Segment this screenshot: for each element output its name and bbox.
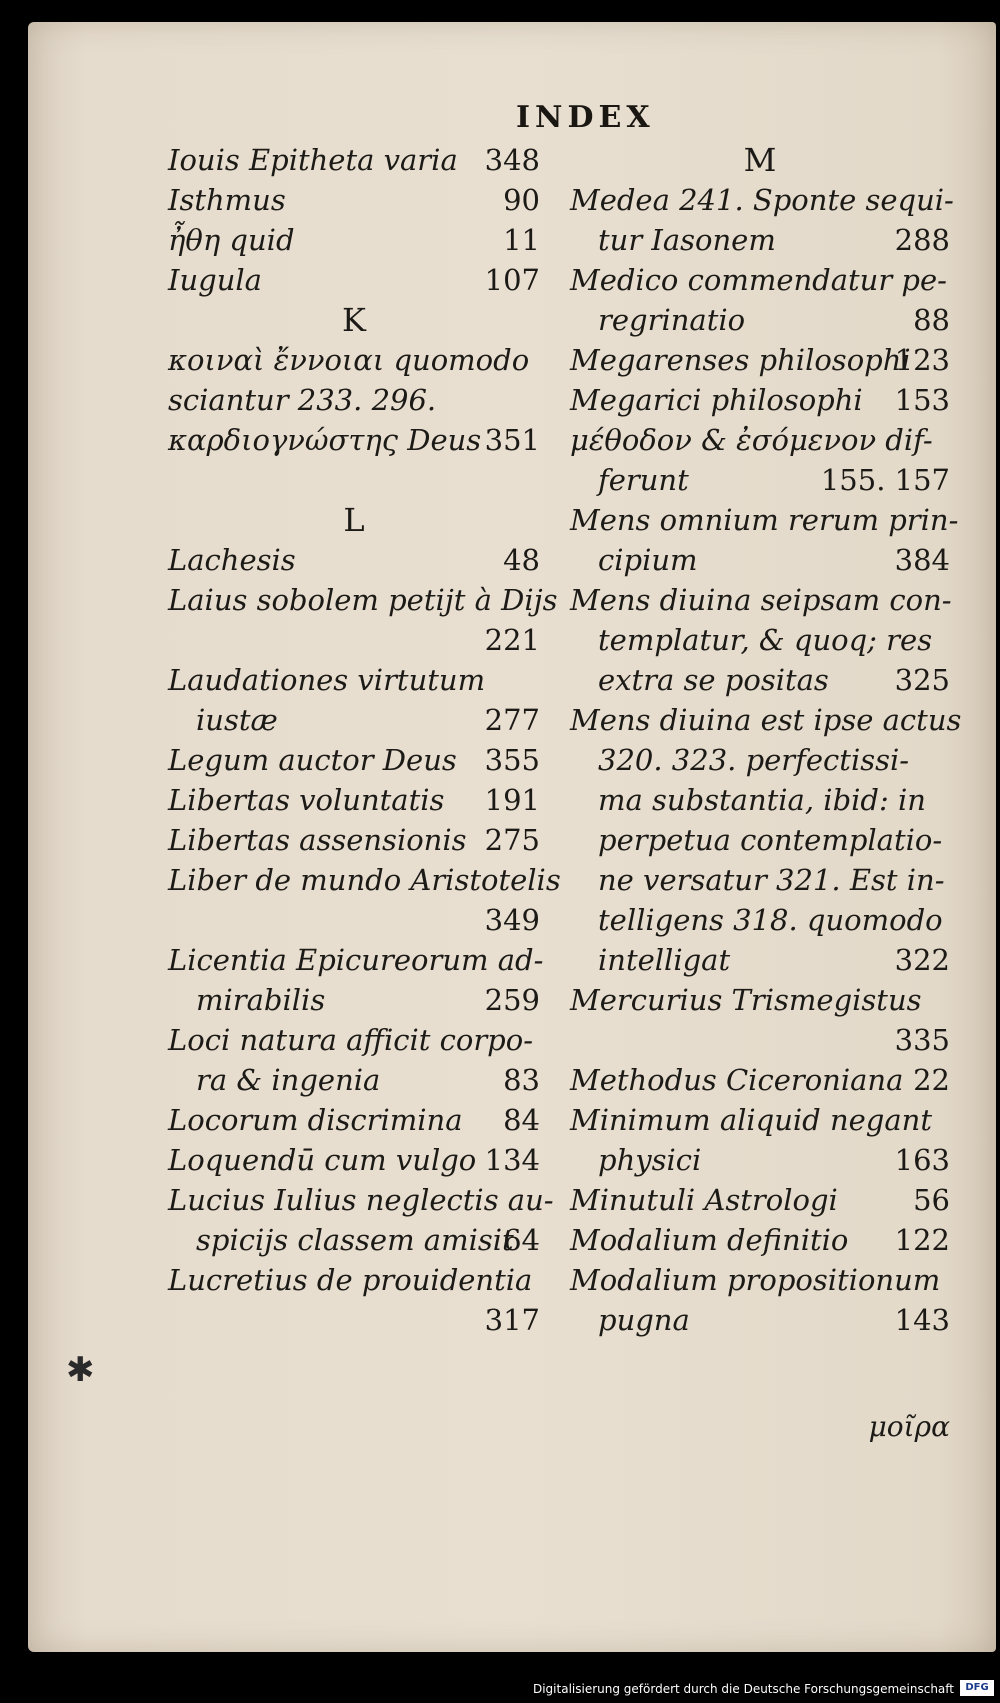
index-entry: [168, 820, 540, 860]
entry-text: 320. 323. perfectissi-: [598, 743, 910, 777]
index-entry: [570, 980, 950, 1020]
page-header: INDEX: [516, 100, 655, 135]
entry-text: tur Iasonem: [598, 223, 776, 257]
entry-text: Iugula: [168, 263, 262, 297]
entry-text: Legum auctor Deus: [168, 743, 457, 777]
index-entry: [168, 980, 540, 1020]
entry-text: Lucretius de prouidentia: [168, 1263, 533, 1297]
entry-text: Minutuli Astrologi: [570, 1183, 838, 1217]
entry-page-number: 107: [484, 263, 540, 297]
section-letter: L: [343, 501, 365, 539]
index-entry: [570, 1260, 950, 1300]
index-entry: [570, 580, 950, 620]
index-entry: [570, 500, 959, 540]
index-entry: [570, 220, 950, 260]
entry-text: Mercurius Trismegistus: [570, 983, 922, 1017]
entry-text: Megarici philosophi: [570, 383, 863, 417]
entry-page-number: 355: [484, 743, 540, 777]
entry-text: Medico commendatur pe-: [570, 263, 947, 297]
entry-page-number: 322: [894, 943, 950, 977]
index-entry: [570, 940, 950, 980]
entry-page-number: 84: [503, 1103, 540, 1137]
index-entry: [168, 860, 561, 900]
index-entry: [168, 1300, 540, 1340]
entry-text: Minimum aliquid negant: [570, 1103, 932, 1137]
entry-text: Isthmus: [168, 183, 286, 217]
index-entry: [570, 460, 950, 500]
entry-page-number: 90: [503, 183, 540, 217]
index-entry: [570, 660, 950, 700]
entry-page-number: 259: [484, 983, 540, 1017]
index-entry: [570, 1140, 950, 1180]
entry-text: ἦθη quid: [168, 223, 295, 257]
index-entry: [168, 780, 540, 820]
index-entry: [168, 140, 540, 180]
index-entry: [168, 700, 540, 740]
entry-page-number: 123: [894, 343, 950, 377]
index-entry: [168, 1020, 540, 1060]
index-entry: [168, 740, 540, 780]
entry-text: Laius sobolem petijt à Dijs: [168, 583, 558, 617]
section-letter: K: [342, 301, 366, 339]
entry-text: intelligat: [598, 943, 731, 977]
index-entry: [570, 1020, 950, 1060]
entry-text: mirabilis: [196, 983, 326, 1017]
index-entry: [168, 900, 540, 940]
entry-text: perpetua contemplatio-: [598, 823, 943, 857]
index-entry: [570, 340, 950, 380]
index-entry: [570, 1100, 950, 1140]
entry-text: templatur, & quoq; res: [598, 623, 933, 657]
index-entry: [168, 580, 558, 620]
entry-text: Loquendū cum vulgo: [168, 1143, 477, 1177]
entry-text: Licentia Epicureorum ad-: [168, 943, 544, 977]
entry-text: Lachesis: [168, 543, 296, 577]
entry-page-number: 22: [913, 1063, 950, 1097]
entry-page-number: 56: [913, 1183, 950, 1217]
entry-page-number: 288: [894, 223, 950, 257]
index-entry: [570, 300, 950, 340]
entry-page-number: 317: [484, 1303, 540, 1337]
dfg-logo: DFG: [960, 1680, 994, 1696]
entry-page-number: 134: [484, 1143, 540, 1177]
entry-text: cipium: [598, 543, 698, 577]
entry-page-number: 335: [894, 1023, 950, 1057]
entry-page-number: 351: [484, 423, 540, 457]
entry-page-number: 191: [484, 783, 540, 817]
entry-text: μέθοδον & ἐσόμενον dif-: [570, 423, 933, 457]
entry-text: extra se positas: [598, 663, 829, 697]
entry-page-number: 275: [484, 823, 540, 857]
index-entry: [570, 900, 950, 940]
entry-text: κοιναὶ ἔννοιαι quomodo: [168, 343, 530, 377]
entry-page-number: 325: [894, 663, 950, 697]
index-entry: [168, 180, 540, 220]
entry-page-number: 384: [894, 543, 950, 577]
index-entry: [570, 780, 950, 820]
index-entry: [168, 380, 540, 420]
entry-text: ma substantia, ibid: in: [598, 783, 926, 817]
index-entry: [570, 540, 950, 580]
entry-page-number: 155. 157: [820, 463, 950, 497]
entry-page-number: 348: [484, 143, 540, 177]
entry-text: καρδιογνώστης Deus: [168, 423, 482, 457]
entry-text: Mens diuina est ipse actus: [570, 703, 962, 737]
entry-text: ne versatur 321. Est in-: [598, 863, 945, 897]
index-entry: [570, 740, 950, 780]
index-entry: [570, 1300, 950, 1340]
footer-credit: Digitalisierung gefördert durch die Deutsche Forschungsgemeinschaft: [532, 1682, 954, 1696]
index-entry: [168, 260, 540, 300]
index-entry: [570, 620, 950, 660]
index-entry: [168, 1140, 540, 1180]
entry-text: regrinatio: [598, 303, 746, 337]
index-entry: [570, 1060, 950, 1100]
entry-text: Libertas voluntatis: [168, 783, 445, 817]
entry-text: Libertas assensionis: [168, 823, 467, 857]
section-letter: M: [743, 141, 777, 179]
entry-text: ra & ingenia: [196, 1063, 381, 1097]
index-entry: [570, 700, 962, 740]
entry-page-number: 143: [894, 1303, 950, 1337]
entry-page-number: 277: [484, 703, 540, 737]
entry-text: Laudationes virtutum: [168, 663, 486, 697]
index-entry: [168, 220, 540, 260]
index-entry: [168, 1060, 540, 1100]
entry-text: Medea 241. Sponte sequi-: [570, 183, 954, 217]
entry-page-number: 163: [894, 1143, 950, 1177]
footer-bar: [0, 1670, 1000, 1703]
entry-text: Mens diuina seipsam con-: [570, 583, 952, 617]
index-entry: [168, 340, 540, 380]
entry-text: Liber de mundo Aristotelis: [168, 863, 561, 897]
index-entry: [570, 180, 954, 220]
entry-text: Iouis Epitheta varia: [168, 143, 458, 177]
entry-text: Lucius Iulius neglectis au-: [168, 1183, 554, 1217]
index-entry: [168, 940, 544, 980]
index-entry: [570, 860, 950, 900]
entry-page-number: 349: [484, 903, 540, 937]
index-entry: [570, 1180, 950, 1220]
entry-page-number: 122: [894, 1223, 950, 1257]
entry-text: Loci natura afficit corpo-: [168, 1023, 534, 1057]
index-entry: [168, 420, 540, 460]
entry-text: Modalium propositionum: [570, 1263, 941, 1297]
entry-text: ferunt: [598, 463, 689, 497]
printer-ornament-icon: ✱: [66, 1350, 95, 1390]
entry-text: Methodus Ciceroniana: [570, 1063, 904, 1097]
index-entry: [570, 820, 950, 860]
entry-text: Megarenses philosophi: [570, 343, 911, 377]
index-entry: [168, 1180, 554, 1220]
index-entry: [168, 620, 540, 660]
entry-page-number: 48: [503, 543, 540, 577]
catchword: μοῖρα: [868, 1410, 950, 1443]
entry-text: Modalium definitio: [570, 1223, 849, 1257]
entry-page-number: 88: [913, 303, 950, 337]
index-entry: [168, 540, 540, 580]
entry-text: pugna: [598, 1303, 690, 1337]
entry-text: Locorum discrimina: [168, 1103, 463, 1137]
index-entry: [168, 1100, 540, 1140]
entry-page-number: 153: [894, 383, 950, 417]
index-entry: [570, 380, 950, 420]
entry-text: Mens omnium rerum prin-: [570, 503, 959, 537]
entry-text: spicijs classem amisit: [196, 1223, 514, 1257]
entry-text: iustæ: [196, 703, 278, 737]
entry-text: sciantur 233. 296.: [168, 383, 437, 417]
index-entry: [168, 1260, 540, 1300]
index-entry: [570, 260, 950, 300]
index-entry: [570, 420, 950, 460]
index-entry: [168, 660, 540, 700]
entry-page-number: 83: [503, 1063, 540, 1097]
entry-text: telligens 318. quomodo: [598, 903, 943, 937]
entry-text: physici: [598, 1143, 702, 1177]
entry-page-number: 64: [503, 1223, 540, 1257]
entry-page-number: 221: [484, 623, 540, 657]
index-entry: [168, 1220, 540, 1260]
entry-page-number: 11: [503, 223, 540, 257]
index-entry: [570, 1220, 950, 1260]
